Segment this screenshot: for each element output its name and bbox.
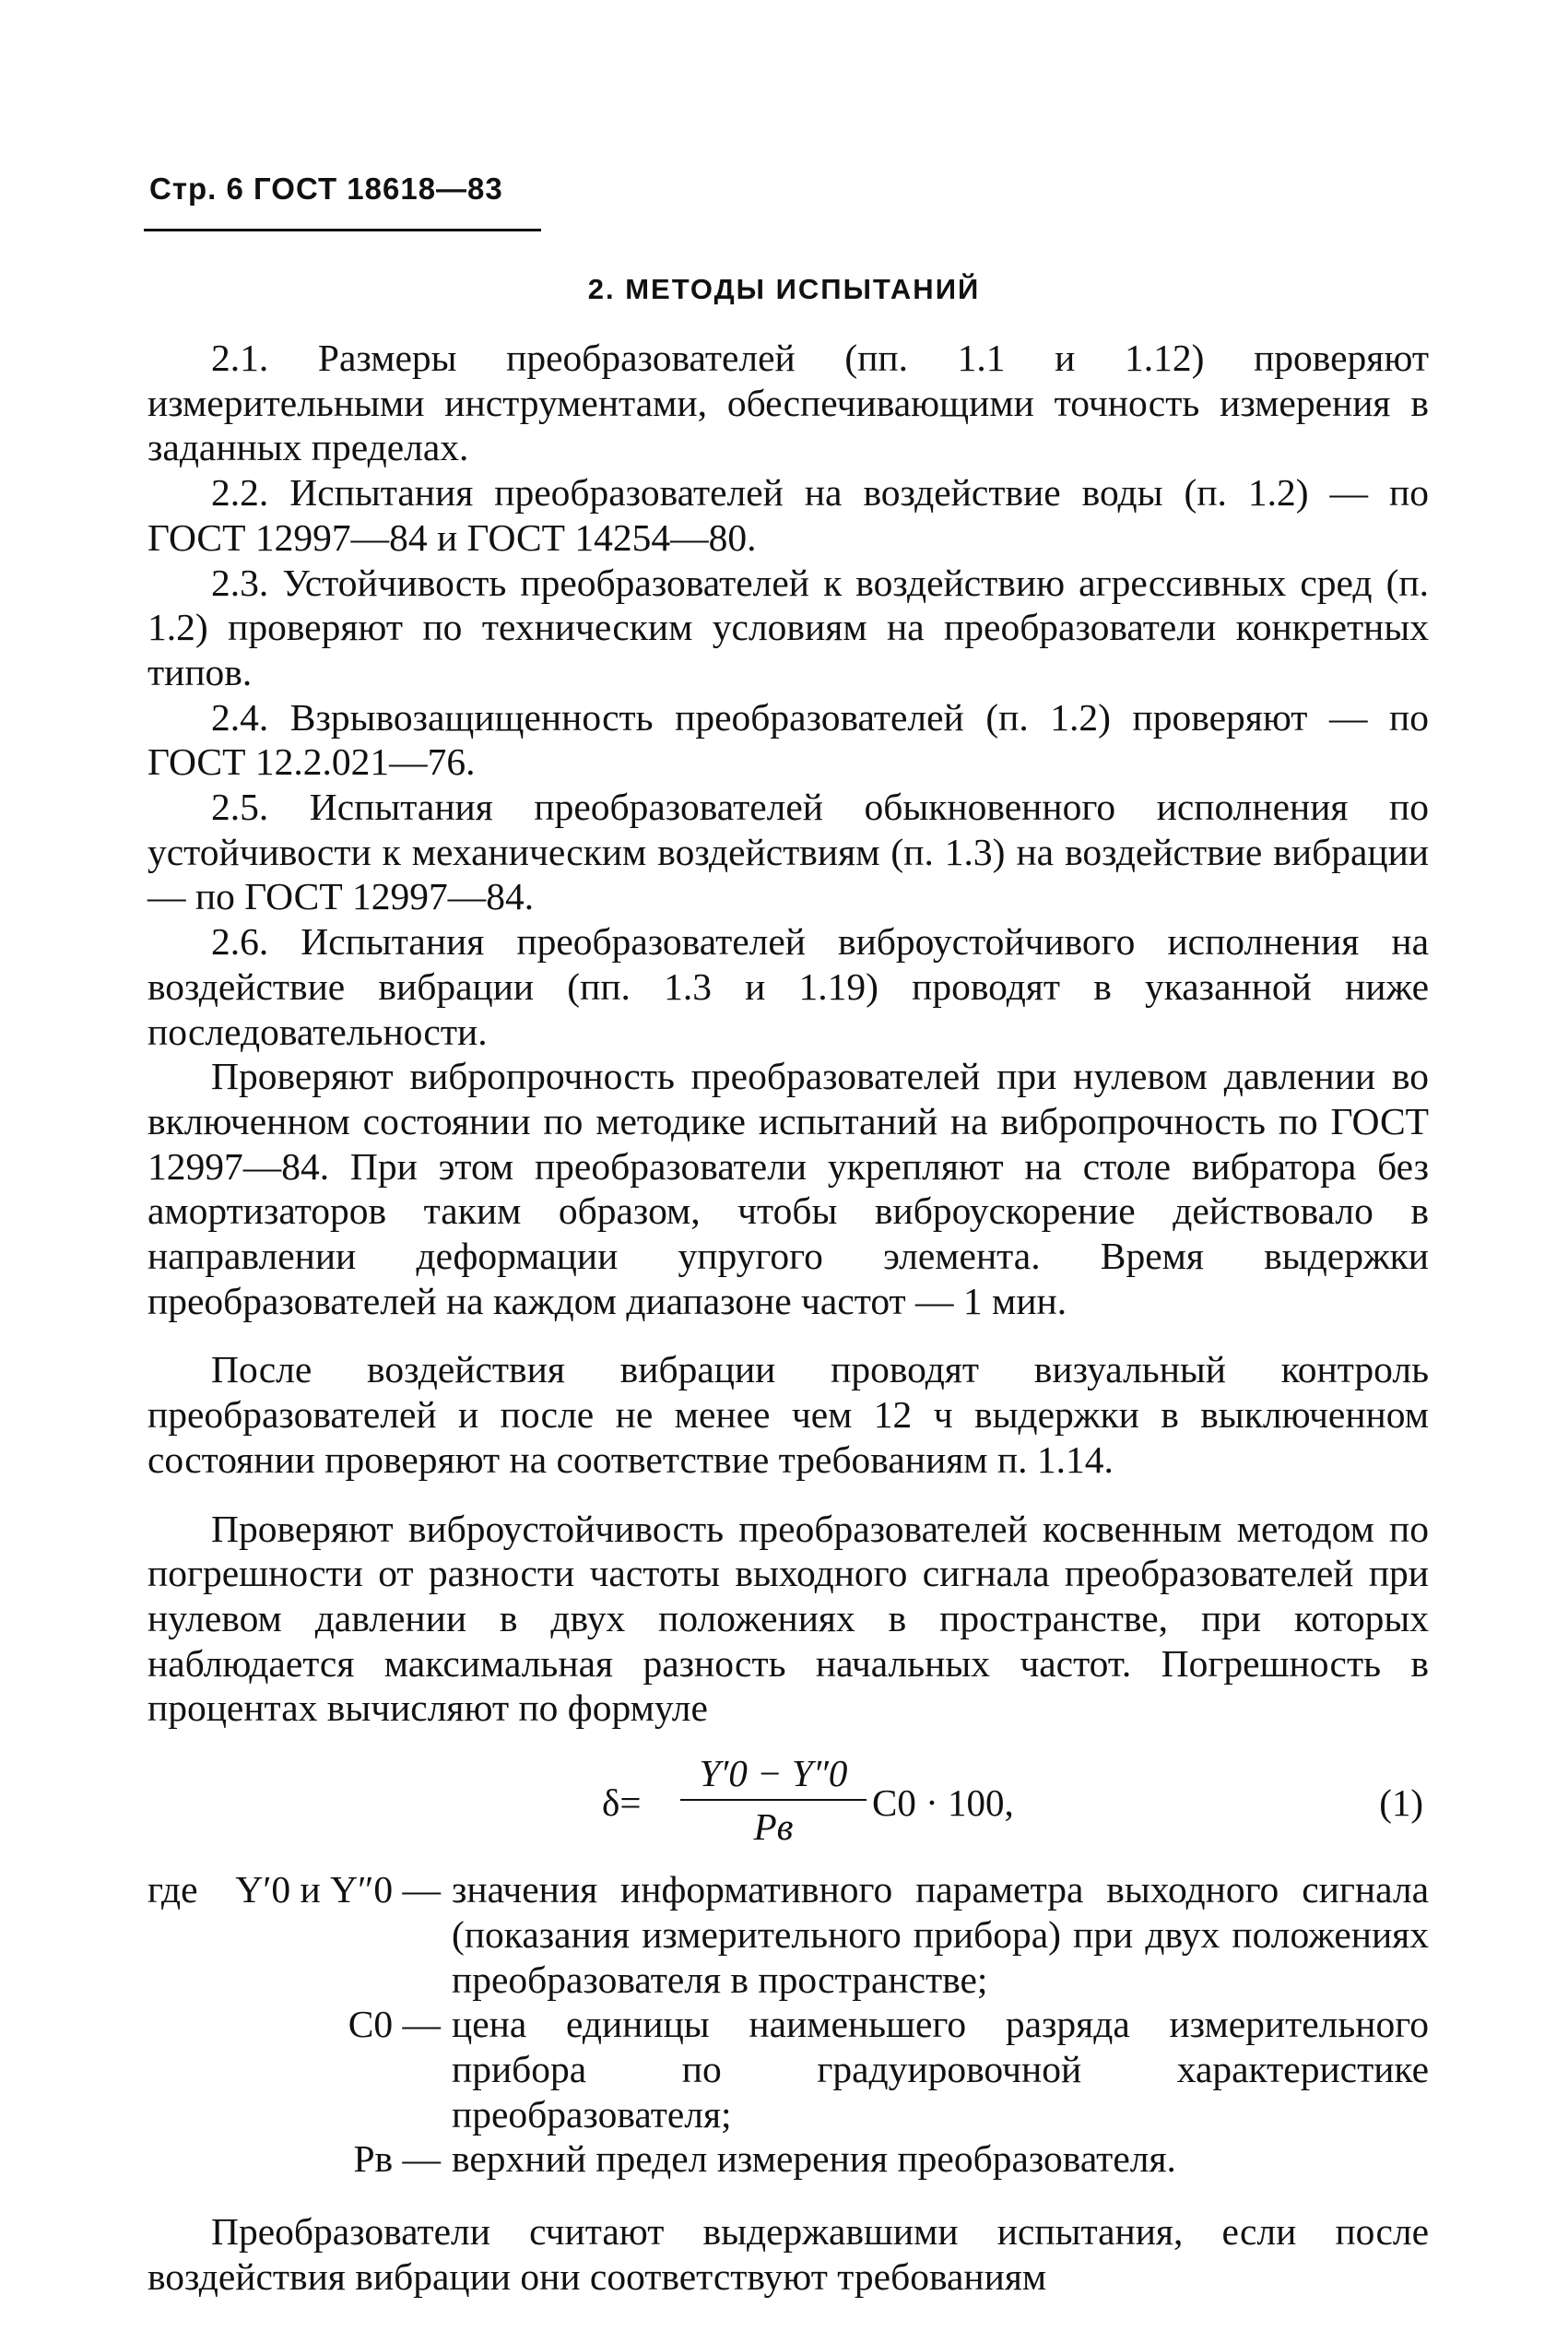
paragraph-2-4: 2.4. Взрывозащищенность преобразователей (п. 1.2) проверяют — по ГОСТ 12.2.021—76. bbox=[147, 695, 1429, 784]
formula-multiplier: C0 · 100, bbox=[872, 1781, 1014, 1825]
paragraph-vibration-strength: Проверяют вибропрочность преобразователей при нулевом давлении во включенном состоянии по методике испытаний на вибропрочность по ГОСТ 12997—84. При этом преобразователи укрепляют на столе вибратора без амортизаторов таким образом, чтобы виброускорение действовало в направлении деформации упругого элемента. Время выдержки преобразователей на каждом диапазоне частот — 1 мин. bbox=[147, 1055, 1429, 1322]
paragraph-2-6: 2.6. Испытания преобразователей виброустойчивого исполнения на воздействие вибрации (пп. 1.3 и 1.19) проводят в указанной ниже последовательности. bbox=[147, 920, 1429, 1053]
paragraph-visual-control: После воздействия вибрации проводят визуальный контроль преобразователей и после не менее чем 12 ч выдержки в выключенном состоянии проверяют на соответствие требованиям п. 1.14. bbox=[147, 1348, 1429, 1481]
formula-numerator: Y′0 − Y″0 bbox=[699, 1752, 848, 1795]
paragraph-vibration-stability: Проверяют виброустойчивость преобразователей косвенным методом по погрешности от разности частоты выходного сигнала преобразователей при нулевом давлении в двух положениях в пространстве, при которых наблюдается максимальная разность начальных частот. Погрешность в процентах вычисляют по формуле bbox=[147, 1507, 1429, 1730]
definition-item bbox=[147, 2136, 1429, 2182]
paragraph-2-3: 2.3. Устойчивость преобразователей к воздействию агрессивных сред (п. 1.2) проверяют по техническим условиям на преобразователи конкретных типов. bbox=[147, 561, 1429, 693]
paragraph-2-5: 2.5. Испытания преобразователей обыкновенного исполнения по устойчивости к механическим воздействиям (п. 1.3) на воздействие вибрации — по ГОСТ 12997—84. bbox=[147, 786, 1429, 918]
definition-term: C0 — bbox=[348, 2003, 441, 2046]
header-rule bbox=[144, 229, 541, 231]
section-title: 2. МЕТОДЫ ИСПЫТАНИЙ bbox=[587, 273, 981, 305]
definition-text: цена единицы наименьшего разряда измерительного прибора по градуировочной характеристике преобразователя; bbox=[452, 2003, 1429, 2136]
formula-1 bbox=[147, 1751, 1429, 1854]
formula-number: (1) bbox=[1379, 1781, 1423, 1825]
where-word: где bbox=[147, 1868, 198, 1911]
document-body bbox=[147, 336, 1429, 2299]
paragraph-2-2: 2.2. Испытания преобразователей на воздействие воды (п. 1.2) — по ГОСТ 12997—84 и ГОСТ 14254—80. bbox=[147, 471, 1429, 559]
definition-text: значения информативного параметра выходного сигнала (показания измерительного прибора) при двух положениях преобразователя в пространстве; bbox=[452, 1868, 1429, 2001]
definition-item bbox=[147, 1867, 1429, 2002]
definition-term: Pв — bbox=[353, 2137, 441, 2181]
definition-item bbox=[147, 2002, 1429, 2136]
paragraph-2-1: 2.1. Размеры преобразователей (пп. 1.1 и 1.12) проверяют измерительными инструментами, обеспечивающими точность измерения в заданных пределах. bbox=[147, 337, 1429, 469]
fraction-bar bbox=[680, 1799, 867, 1801]
formula-denominator: Pв bbox=[753, 1805, 794, 1849]
formula-lhs: δ= bbox=[602, 1781, 642, 1825]
paragraph-final: Преобразователи считают выдержавшими испытания, если после воздействия вибрации они соответствуют требованиям bbox=[147, 2210, 1429, 2298]
definition-term: Y′0 и Y″0 — bbox=[235, 1868, 441, 1911]
formula-fraction bbox=[680, 1751, 867, 1849]
page-header: Стр. 6 ГОСТ 18618—83 bbox=[149, 172, 503, 206]
formula-definitions bbox=[147, 1867, 1429, 2182]
definition-text: верхний предел измерения преобразователя. bbox=[452, 2137, 1176, 2181]
